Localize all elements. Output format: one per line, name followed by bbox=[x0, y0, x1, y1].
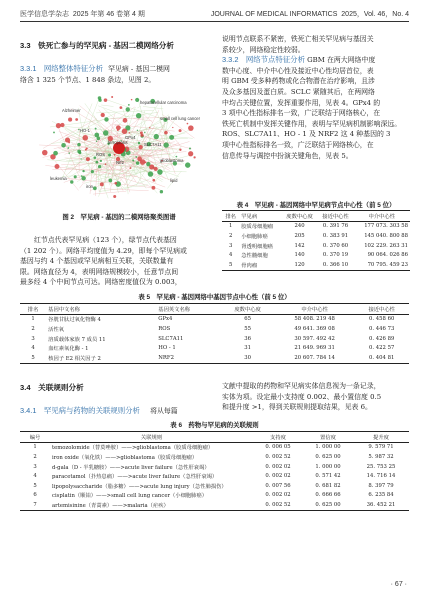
table-cell: 0. 391 76 bbox=[322, 223, 349, 230]
table-cell: 0. 007 56 bbox=[265, 482, 291, 489]
paragraph-line: （1 202 个）。网络平均度值为 4.29，即每个罕见病或 bbox=[20, 246, 187, 255]
network-node bbox=[185, 162, 190, 167]
paragraph-line: 铁死亡机制中发挥关键作用，表明与罕见病机制影响深远。 bbox=[222, 119, 402, 128]
network-node bbox=[93, 186, 97, 190]
section-3-3-1 bbox=[20, 56, 216, 86]
network-node-label: GPx4 bbox=[125, 135, 136, 140]
table-cell: 0. 370 19 bbox=[322, 252, 349, 259]
table-cell: temozolomide（替莫唑胺）——>glioblastoma（胶质母细胞瘤） bbox=[52, 445, 214, 452]
table-cell: 0. 002 52 bbox=[265, 501, 291, 508]
table-row bbox=[20, 324, 409, 334]
table-header-cell: 提升度 bbox=[373, 434, 389, 441]
network-node bbox=[140, 131, 143, 134]
network-node bbox=[60, 123, 64, 127]
network-node bbox=[98, 165, 101, 168]
subsection-3-3-2-title: 3.3.2 网络节点特征分析 bbox=[222, 55, 305, 65]
figure-2 bbox=[20, 84, 218, 208]
table-cell: 5 bbox=[31, 354, 35, 361]
table-cell: 1 bbox=[31, 316, 35, 323]
table-cell: 49 641. 369 08 bbox=[294, 325, 335, 332]
network-edge bbox=[101, 105, 113, 107]
paragraph-line: 实体为项。设定最小支持度 0.002、最小置信度 0.5 bbox=[222, 392, 382, 401]
table-cell: 30 597. 492 42 bbox=[294, 335, 335, 342]
network-node bbox=[140, 159, 146, 165]
paragraph-line: 基因与约 4 个基因或罕见病相互关联，关联数量有 bbox=[20, 257, 174, 266]
paragraph-line: 说明节点联系不紧密，铁死亡相关罕见病与基因关 bbox=[222, 35, 374, 43]
network-node bbox=[68, 118, 72, 122]
network-node bbox=[136, 161, 139, 164]
table-header-cell: 度数中心度 bbox=[234, 306, 261, 313]
issue-en: 2025，Vol. 46，No. 4 bbox=[341, 11, 409, 18]
figure-2-caption: 图 2 罕见病 - 基因的二模网络聚类图谱 bbox=[62, 214, 176, 221]
section-3-4-right-text bbox=[222, 381, 410, 413]
table-header-cell: 度数中心度 bbox=[286, 213, 313, 220]
subsection-3-3-1-text-line: 罕见病 - 基因二模网 bbox=[108, 65, 170, 73]
table-row bbox=[20, 491, 409, 501]
table-header-cell: 中介中心性 bbox=[368, 213, 395, 220]
network-node-label: SLC7A11 bbox=[144, 142, 162, 147]
journal-name-en: JOURNAL OF MEDICAL INFORMATICS bbox=[210, 11, 338, 18]
network-node-label: leukemia bbox=[50, 176, 67, 181]
table-cell: 0. 571 42 bbox=[315, 473, 341, 480]
paragraph-line: 数中心度、中介中心性及接近中心性均居首位，表 bbox=[222, 66, 374, 75]
table-row bbox=[222, 250, 410, 260]
network-node-label: iron bbox=[86, 184, 93, 189]
table-header-cell: 编号 bbox=[29, 434, 41, 441]
network-node bbox=[149, 164, 154, 169]
network-node bbox=[101, 113, 105, 117]
table-cell: 0. 446 73 bbox=[369, 325, 395, 332]
table-cell: 2 bbox=[31, 325, 35, 332]
network-node bbox=[96, 141, 97, 142]
table-5-caption: 表 5 罕见病 - 基因网络中基因节点中心性（前 5 位） bbox=[138, 294, 291, 301]
network-node bbox=[135, 98, 139, 102]
table-row bbox=[222, 241, 410, 251]
table-header-cell: 中介中心性 bbox=[301, 306, 328, 313]
table-cell: 21 649. 969 31 bbox=[294, 345, 335, 352]
network-node bbox=[81, 175, 83, 177]
network-node bbox=[139, 145, 143, 149]
table-row bbox=[20, 314, 409, 324]
table-cell: 溶质载体家族 7 成员 11 bbox=[48, 336, 106, 343]
network-node bbox=[114, 182, 117, 185]
network-node bbox=[123, 118, 128, 123]
table-cell: 1 bbox=[228, 223, 233, 230]
table-cell: 0. 366 10 bbox=[322, 261, 349, 268]
network-node bbox=[104, 98, 108, 102]
network-edge bbox=[143, 106, 163, 108]
table-cell: 177 073. 303 58 bbox=[364, 223, 408, 230]
network-node bbox=[53, 151, 58, 156]
network-node bbox=[160, 190, 163, 193]
network-edge bbox=[93, 191, 126, 194]
table-cell: 0. 426 89 bbox=[369, 335, 395, 342]
network-node bbox=[193, 156, 195, 158]
table-cell: 5. 987 32 bbox=[368, 453, 394, 460]
network-node bbox=[154, 134, 159, 139]
running-header-journal-en bbox=[211, 9, 409, 19]
network-description-paragraph bbox=[20, 235, 218, 288]
network-node bbox=[157, 169, 162, 174]
table-header-cell: 基因中文名称 bbox=[48, 306, 80, 313]
table-cell: 145 040. 800 88 bbox=[364, 232, 408, 239]
network-node-label: ferroptosis bbox=[108, 140, 128, 145]
network-node bbox=[145, 162, 146, 163]
network-node bbox=[144, 132, 145, 133]
table-cell: 4 bbox=[33, 473, 37, 480]
table-row bbox=[20, 353, 409, 363]
paragraph-line: 红节点代表罕见病（123 个），绿节点代表基因 bbox=[34, 236, 177, 244]
table-cell: 2 bbox=[33, 453, 37, 460]
network-edge bbox=[102, 189, 149, 191]
table-row bbox=[222, 221, 410, 231]
network-node bbox=[103, 130, 109, 136]
table-header-cell: 排名 bbox=[27, 306, 39, 313]
network-node bbox=[61, 143, 66, 148]
subsection-3-4-1 bbox=[20, 398, 218, 417]
network-node bbox=[169, 135, 174, 140]
table-cell: 3 bbox=[228, 242, 233, 249]
network-edge bbox=[87, 99, 99, 131]
network-node bbox=[86, 157, 90, 161]
network-node bbox=[77, 143, 81, 147]
table-cell: 活性氧 bbox=[48, 326, 65, 333]
table-row bbox=[222, 231, 410, 241]
table-header-cell: 接近中心性 bbox=[322, 213, 349, 220]
network-node-label: Nrf2 bbox=[116, 160, 124, 165]
table-row bbox=[20, 471, 409, 481]
table-5 bbox=[20, 303, 409, 364]
table-cell: 9. 579 71 bbox=[368, 444, 394, 451]
table-cell: 65 bbox=[244, 316, 251, 323]
table-header-row bbox=[222, 211, 410, 222]
network-node bbox=[82, 135, 88, 141]
table-cell: 5 bbox=[228, 261, 233, 268]
table-cell: 70 795. 459 23 bbox=[367, 261, 408, 268]
network-node bbox=[53, 132, 55, 134]
network-node bbox=[68, 141, 70, 143]
table-4-caption: 表 4 罕见病 - 基因网络中罕见病节点中心性（前 5 位） bbox=[236, 202, 396, 209]
network-node bbox=[75, 118, 78, 121]
network-node bbox=[138, 142, 141, 145]
table-cell: 1 bbox=[33, 444, 37, 451]
table-cell: 240 bbox=[294, 223, 305, 230]
table-cell: iron oxide（氧化铁）——>glioblastoma（胶质母细胞瘤） bbox=[52, 454, 198, 461]
table-cell: d-gala（D - 半乳糖胺）——>acute liver failure（急性肝衰竭） bbox=[52, 464, 210, 471]
table-cell: 0. 006 05 bbox=[265, 444, 291, 451]
table-cell: 肾透明细胞癌 bbox=[241, 243, 274, 250]
paragraph-line: 将从每篇 bbox=[150, 407, 178, 415]
running-header-journal bbox=[20, 9, 145, 19]
table-6 bbox=[20, 431, 409, 511]
table-cell: 3 bbox=[31, 335, 35, 342]
paragraph-line: GBM 在两大网络中度 bbox=[307, 56, 376, 65]
table-row bbox=[20, 452, 409, 462]
table-header-cell: 接近中心性 bbox=[368, 306, 395, 313]
network-node bbox=[136, 113, 141, 118]
table-header-cell: 罕见病 bbox=[241, 213, 258, 220]
table-cell: lipopolysaccharide（脂多糖）——>acute lung injury（急性肺损伤） bbox=[52, 483, 227, 490]
table-cell: 140 bbox=[294, 252, 305, 259]
table-cell: 0. 422 57 bbox=[369, 345, 395, 352]
network-node bbox=[104, 117, 108, 121]
paragraph-line: 中均占关键位置，发挥重要作用，见表 4。GPx4 的 bbox=[222, 98, 381, 107]
network-node bbox=[188, 151, 193, 156]
paragraph-line: 3 项中心性指标排名一致，广泛联结于网络核心，在 bbox=[222, 109, 381, 118]
network-node bbox=[70, 180, 73, 183]
header-rule bbox=[20, 21, 409, 22]
table-cell: 核因子 E2 相关因子 2 bbox=[48, 355, 101, 362]
table-cell: 谷胱甘肽过氧化物酶 4 bbox=[48, 317, 101, 324]
network-node bbox=[91, 170, 94, 173]
paragraph-line: ROS、SLC7A11、HO - 1 及 NRF2 这 4 种基因的 3 bbox=[222, 130, 391, 139]
network-node bbox=[129, 132, 131, 134]
paragraph-line: 系较少，网络稳定性较弱。 bbox=[222, 45, 305, 54]
table-row bbox=[20, 462, 409, 472]
network-node bbox=[188, 125, 194, 131]
table-cell: 0. 681 82 bbox=[315, 482, 341, 489]
network-node bbox=[67, 147, 69, 149]
network-node bbox=[179, 149, 181, 151]
network-node-label: small cell lung cancer bbox=[160, 116, 201, 121]
network-node bbox=[179, 129, 182, 132]
network-node bbox=[148, 171, 153, 176]
journal-name-cn: 医学信息学杂志 bbox=[20, 11, 69, 18]
network-node-label: hepatocellular carcinoma bbox=[140, 100, 187, 105]
table-cell: 7 bbox=[33, 501, 37, 508]
network-node bbox=[172, 127, 173, 128]
network-node bbox=[187, 123, 189, 125]
network-edge bbox=[143, 114, 152, 122]
table-header-row bbox=[20, 304, 409, 315]
network-node bbox=[105, 163, 107, 165]
table-row bbox=[20, 343, 409, 353]
table-cell: 14. 716 14 bbox=[366, 473, 396, 480]
table-cell: 0. 625 00 bbox=[315, 453, 341, 460]
network-node bbox=[80, 158, 81, 159]
table-cell: 102 229. 263 31 bbox=[364, 242, 408, 249]
network-node-label: ROS bbox=[96, 152, 106, 157]
network-node bbox=[113, 195, 116, 198]
paragraph-line: 和提升度 >1，得到关联规则提取结果，见表 6。 bbox=[222, 403, 372, 412]
table-cell: artemisinine（青蒿素）——>malaria（疟疾） bbox=[52, 502, 169, 509]
table-cell: 3 bbox=[33, 463, 37, 470]
network-node bbox=[97, 137, 101, 141]
table-cell: 0. 458 60 bbox=[369, 316, 395, 323]
table-6-caption: 表 6 药物与罕见病的关联规则 bbox=[170, 422, 259, 429]
table-row bbox=[20, 500, 409, 510]
table-cell: 4 bbox=[31, 345, 35, 352]
table-cell: GPx4 bbox=[158, 316, 173, 323]
network-node bbox=[96, 161, 99, 164]
table-cell: 2 bbox=[228, 232, 233, 239]
table-cell: 5 bbox=[33, 482, 37, 489]
table-row bbox=[20, 481, 409, 491]
table-cell: 小细胞肺癌 bbox=[241, 233, 268, 240]
table-cell: 120 bbox=[294, 261, 305, 268]
network-node bbox=[116, 125, 121, 130]
network-node bbox=[117, 129, 119, 131]
table-cell: 36 bbox=[244, 335, 251, 342]
network-node bbox=[95, 128, 97, 130]
table-cell: 25. 753 25 bbox=[366, 463, 396, 470]
network-node bbox=[68, 152, 70, 154]
table-cell: 0. 002 02 bbox=[265, 463, 291, 470]
table-cell: ROS bbox=[158, 325, 171, 332]
network-node bbox=[108, 179, 112, 183]
paragraph-line: 限。网络直径为 4，表明网络规模较小，任意节点间 bbox=[20, 267, 179, 276]
table-cell: 0. 002 02 bbox=[265, 473, 291, 480]
table-cell: 0. 666 66 bbox=[315, 492, 341, 499]
network-node bbox=[114, 154, 116, 156]
table-cell: 90 064. 026 86 bbox=[367, 252, 408, 259]
table-cell: HO - 1 bbox=[158, 345, 176, 352]
paragraph-line: 文献中提取的药物和罕见病实体信息视为一条记录， bbox=[222, 382, 381, 390]
table-cell: 8. 397 79 bbox=[368, 482, 394, 489]
network-node-label: lipid bbox=[170, 178, 178, 183]
right-column-text bbox=[222, 34, 410, 161]
table-cell: paracetamol（扑热息痛）——>acute liver failure（急性肝衰竭） bbox=[52, 474, 218, 481]
table-cell: SLC7A11 bbox=[158, 335, 184, 342]
network-node bbox=[128, 104, 130, 106]
table-cell: 骨肉瘤 bbox=[241, 262, 258, 269]
network-node bbox=[189, 148, 191, 150]
table-header-cell: 置信度 bbox=[320, 434, 336, 441]
network-cluster-graph bbox=[20, 84, 218, 208]
network-node bbox=[130, 167, 132, 169]
network-node-label: Alzheimer bbox=[62, 108, 81, 113]
table-cell: 0. 625 00 bbox=[315, 501, 341, 508]
network-node bbox=[82, 170, 84, 172]
table-cell: 20 607. 784 14 bbox=[294, 354, 335, 361]
table-cell: 4 bbox=[228, 252, 233, 259]
issue-cn: 2025 年第 46 卷第 4 期 bbox=[72, 11, 145, 18]
table-cell: 0. 002 52 bbox=[265, 453, 291, 460]
network-node bbox=[152, 186, 156, 190]
table-cell: 胶质母细胞瘤 bbox=[241, 224, 274, 231]
network-node bbox=[108, 153, 111, 156]
table-cell: 58 408. 219 48 bbox=[294, 316, 335, 323]
table-cell: 急性髓细胞 bbox=[241, 253, 268, 260]
table-cell: 30 bbox=[244, 354, 251, 361]
network-node bbox=[100, 160, 102, 162]
subsection-3-3-1-text-line: 络含 1 325 个节点、1 848 条边，见图 2。 bbox=[20, 76, 156, 84]
table-cell: 0. 383 91 bbox=[322, 232, 349, 239]
table-cell: cisplatin（顺铂）——>small cell lung cancer（小细胞肺癌） bbox=[52, 493, 208, 500]
network-edge bbox=[96, 110, 153, 112]
paragraph-line: 信息传导与调控中扮演关键角色，见表 5。 bbox=[222, 151, 353, 160]
network-node bbox=[122, 129, 128, 135]
subsection-3-4-1-title: 3.4.1 罕见病与药物的关联规则分析 bbox=[20, 406, 140, 415]
table-row bbox=[222, 260, 410, 270]
paragraph-line: 最多经 4 个中间节点可达。网络密度值仅为 0.003， bbox=[20, 278, 182, 287]
table-cell: NRF2 bbox=[158, 354, 174, 361]
network-edge bbox=[43, 119, 97, 149]
table-cell: 1. 000 00 bbox=[315, 463, 341, 470]
network-node bbox=[42, 150, 48, 156]
network-node bbox=[132, 160, 134, 162]
network-node bbox=[111, 96, 113, 98]
network-node-label: HO-1 bbox=[80, 128, 91, 133]
table-cell: 1. 000 00 bbox=[315, 444, 341, 451]
network-node bbox=[78, 151, 81, 154]
table-header-cell: 关联规则 bbox=[140, 434, 163, 441]
table-cell: 31 bbox=[244, 345, 251, 352]
section-3-3-title: 3.3 铁死亡参与的罕见病 - 基因二模网络分析 bbox=[20, 41, 174, 50]
network-node bbox=[137, 130, 138, 131]
network-node bbox=[74, 175, 77, 178]
network-edge bbox=[90, 163, 92, 194]
table-cell: 0. 002 02 bbox=[265, 492, 291, 499]
network-node bbox=[149, 127, 150, 128]
network-node bbox=[98, 96, 102, 100]
network-node bbox=[120, 106, 123, 109]
paragraph-line: 明 GBM 受多种药物或化合物潜在治疗影响，且涉 bbox=[222, 77, 375, 86]
network-node bbox=[135, 156, 137, 158]
network-node bbox=[140, 134, 143, 137]
network-edge bbox=[111, 114, 115, 135]
table-header-cell: 排名 bbox=[225, 213, 236, 220]
table-header-row bbox=[20, 432, 409, 443]
table-cell: 0. 404 81 bbox=[369, 354, 395, 361]
table-cell: 142 bbox=[294, 242, 305, 249]
table-header-cell: 支持度 bbox=[270, 434, 286, 441]
network-node bbox=[100, 182, 104, 186]
section-3-4-title: 3.4 关联规则分析 bbox=[20, 383, 84, 392]
network-node bbox=[85, 149, 87, 151]
network-node bbox=[152, 179, 155, 182]
table-4 bbox=[222, 210, 410, 271]
table-cell: 6. 235 84 bbox=[368, 492, 394, 499]
network-node bbox=[56, 123, 61, 128]
network-node-label: glioblastoma bbox=[160, 158, 184, 163]
table-row bbox=[20, 442, 409, 452]
network-node bbox=[55, 164, 60, 169]
table-header-cell: 基因英文名称 bbox=[158, 306, 191, 313]
network-edge bbox=[136, 166, 148, 186]
paragraph-line: 项中心性指标排名一致，广泛联结于网络核心，在 bbox=[222, 140, 374, 149]
paragraph-line: 及众多基因及蛋白质。SCLC 紧随其后，在两网络 bbox=[222, 87, 375, 96]
page-number: · 67 · bbox=[390, 581, 407, 588]
table-cell: 血红素氧化酶 - 1 bbox=[48, 346, 89, 353]
network-node bbox=[163, 142, 168, 147]
table-cell: 55 bbox=[244, 325, 251, 332]
table-cell: 205 bbox=[294, 232, 305, 239]
network-node bbox=[164, 131, 168, 135]
network-edge bbox=[98, 165, 99, 191]
table-cell: 0. 370 60 bbox=[322, 242, 349, 249]
subsection-3-3-1-title: 3.3.1 网络整体特征分析 bbox=[20, 64, 103, 73]
network-node bbox=[131, 99, 133, 101]
network-node bbox=[126, 107, 130, 111]
table-row bbox=[20, 334, 409, 344]
table-cell: 6 bbox=[33, 492, 37, 499]
table-cell: 36. 452 21 bbox=[366, 501, 396, 508]
